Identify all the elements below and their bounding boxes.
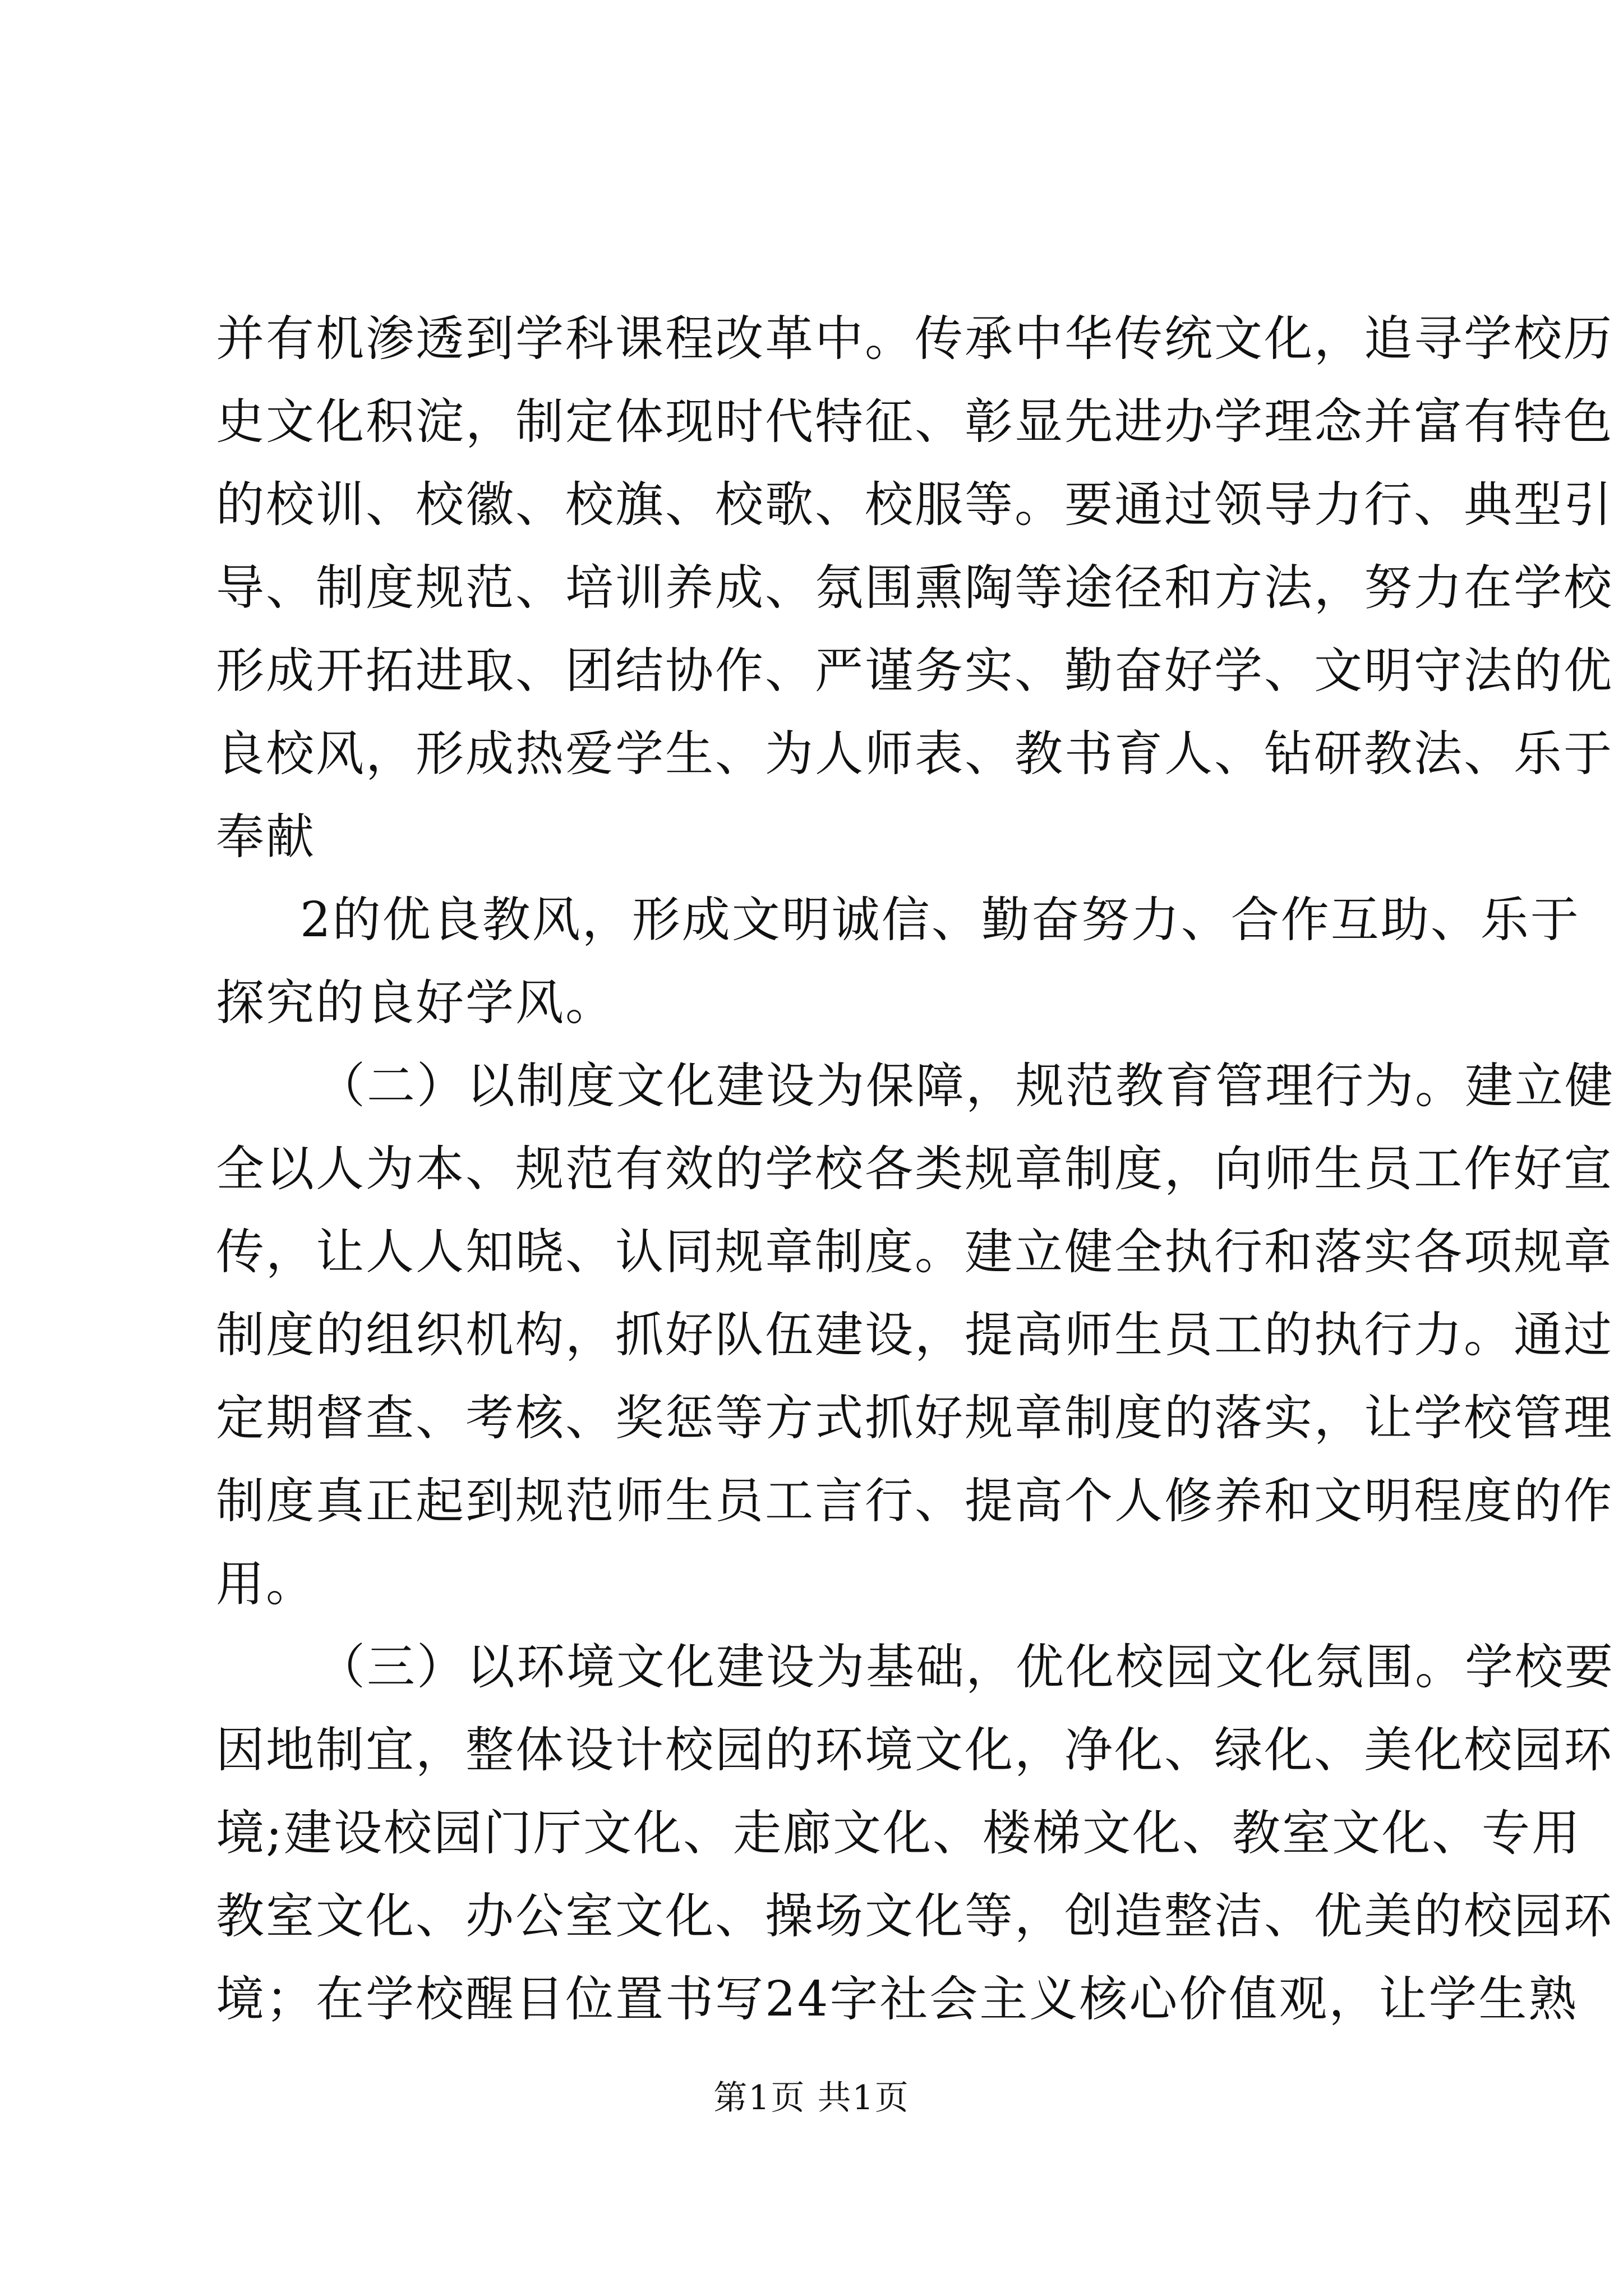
text-line: 定期督查、考核、奖惩等方式抓好规章制度的落实，让学校管理 [216,1390,1613,1446]
text-line: 教室文化、办公室文化、操场文化等，创造整洁、优美的校园环 [216,1888,1613,1944]
text-line: 用。 [216,1556,316,1612]
text-line: 2的优良教风，形成文明诚信、勤奋努力、合作互助、乐于 [300,892,1580,948]
text-line: 制度的组织机构，抓好队伍建设，提高师生员工的执行力。通过 [216,1307,1613,1363]
text-line: 全以人为本、规范有效的学校各类规章制度，向师生员工作好宣 [216,1141,1613,1197]
text-line: 形成开拓进取、团结协作、严谨务实、勤奋好学、文明守法的优 [216,643,1613,699]
text-line: （三）以环境文化建设为基础，优化校园文化氛围。学校要 [317,1639,1615,1695]
text-line: 因地制宜，整体设计校园的环境文化，净化、绿化、美化校园环 [216,1722,1613,1778]
text-line: 境；在学校醒目位置书写24字社会主义核心价值观，让学生熟 [216,1971,1579,2027]
text-line: 传，让人人知晓、认同规章制度。建立健全执行和落实各项规章 [216,1224,1613,1280]
text-line: 史文化积淀，制定体现时代特征、彰显先进办学理念并富有特色 [216,394,1613,450]
text-line: 导、制度规范、培训养成、氛围熏陶等途径和方法，努力在学校 [216,560,1613,616]
text-line: 良校风，形成热爱学生、为人师表、教书育人、钻研教法、乐于 [216,726,1613,782]
text-line: 的校训、校徽、校旗、校歌、校服等。要通过领导力行、典型引 [216,477,1613,533]
text-line: 探究的良好学风。 [216,975,615,1031]
text-line: 境;建设校园门厅文化、走廊文化、楼梯文化、教室文化、专用 [216,1805,1581,1861]
page-footer: 第1页 共1页 [713,2078,910,2118]
text-line: 制度真正起到规范师生员工言行、提高个人修养和文明程度的作 [216,1473,1613,1529]
text-line: 奉献 [216,809,316,865]
text-line: （二）以制度文化建设为保障，规范教育管理行为。建立健 [317,1058,1615,1114]
body-text [216,297,1615,2041]
text-line: 并有机渗透到学科课程改革中。传承中华传统文化，追寻学校历 [216,311,1613,367]
